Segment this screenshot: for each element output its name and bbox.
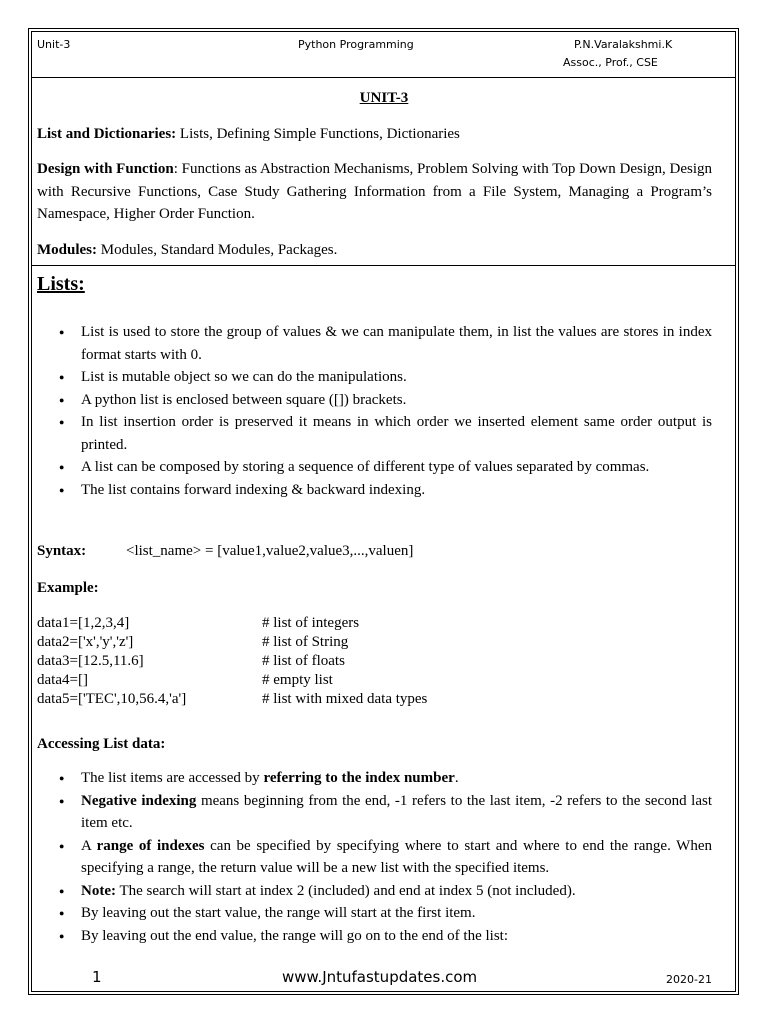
list-item — [0, 767, 712, 790]
point-text: The list items are accessed by — [81, 770, 264, 786]
lists-bullets — [0, 321, 712, 501]
example-comment: # list with mixed data types — [262, 691, 428, 707]
footer-website: www.Jntufastupdates.com — [282, 968, 478, 986]
syntax-text: <list_name> = [value1,value2,value3,...,valuen] — [126, 543, 414, 559]
list-item: ● The list contains forward indexing & backward indexing. — [0, 479, 712, 502]
header-divider — [31, 77, 736, 78]
syllabus-text: Lists, Defining Simple Functions, Dictionaries — [176, 126, 460, 142]
list-item — [0, 902, 712, 925]
point-text: The search will start at index 2 (included) and end at index 5 (not included). — [115, 882, 576, 899]
list-item — [0, 790, 712, 835]
syllabus-label: Design with Function — [37, 161, 174, 177]
point-emphasis: Note: — [81, 882, 116, 899]
example-label: Example: — [37, 580, 99, 596]
unit-title: UNIT-3 — [359, 90, 409, 106]
list-item: ● List is used to store the group of values & we can manipulate them, in list the values are stores in index format starts with 0. — [0, 321, 712, 366]
example-comment: # list of integers — [262, 615, 360, 631]
list-item — [0, 880, 712, 903]
page-number: 1 — [92, 968, 102, 986]
point-text: By leaving out the end value, the range will go on to the end of the list: — [81, 927, 508, 944]
syllabus-label: Modules: — [37, 242, 97, 258]
list-item: ● List is mutable object so we can do the manipulations. — [0, 366, 712, 389]
point-emphasis: range of indexes — [96, 837, 205, 854]
header-designation: Assoc., Prof., CSE — [563, 56, 658, 69]
point-text: A — [81, 837, 97, 854]
header-unit: Unit-3 — [37, 38, 71, 51]
syllabus-divider — [31, 265, 736, 266]
syllabus-modules — [37, 239, 712, 262]
example-code: data4=[] — [37, 672, 88, 688]
example-code: data2=['x','y','z'] — [37, 634, 134, 650]
example-code: data3=[12.5,11.6] — [37, 653, 144, 669]
syllabus-design-with-function — [37, 158, 712, 226]
syllabus-text: Modules, Standard Modules, Packages. — [97, 242, 338, 258]
example-code: data1=[1,2,3,4] — [37, 615, 130, 631]
list-item: ● In list insertion order is preserved it means in which order we inserted element same order output is printed. — [0, 411, 712, 456]
example-comment: # list of String — [262, 634, 349, 650]
list-item: ● A list can be composed by storing a sequence of different type of values separated by commas. — [0, 456, 712, 479]
example-comment: # list of floats — [262, 653, 345, 669]
syllabus-lists-dictionaries — [37, 123, 712, 146]
example-comment: # empty list — [262, 672, 333, 688]
syllabus-text: : Functions as Abstraction Mechanisms, Problem Solving with Top Down Design, Design with Recursive Functions, Case Study Gathering Information from a File System, Managing a Program’s Namespace, Higher Order Function. — [37, 161, 712, 222]
list-item: ● A python list is enclosed between square ([]) brackets. — [0, 389, 712, 412]
list-item — [0, 925, 712, 948]
point-text: can be specified by specifying where to start and where to end the range. When specifying a range, the return value will be a new list with the specified items. — [81, 837, 712, 876]
point-text: . — [454, 770, 459, 786]
point-text: By leaving out the start value, the range will start at the first item. — [81, 905, 476, 921]
syllabus-label: List and Dictionaries: — [37, 126, 177, 142]
accessing-bullets — [0, 767, 712, 947]
header-subject: Python Programming — [298, 38, 414, 51]
point-emphasis: referring to the index number — [263, 770, 455, 786]
lists-heading: Lists: — [37, 273, 85, 295]
accessing-heading: Accessing List data: — [37, 736, 166, 752]
point-emphasis: Negative indexing — [81, 792, 197, 809]
list-item — [0, 835, 712, 880]
header-author: P.N.Varalakshmi.K — [574, 38, 673, 51]
point-text: means beginning from the end, -1 refers to the last item, -2 refers to the second last item etc. — [81, 792, 712, 831]
example-code: data5=['TEC',10,56.4,'a'] — [37, 691, 187, 707]
syntax-label: Syntax: — [37, 543, 87, 559]
footer-year: 2020-21 — [666, 973, 712, 986]
